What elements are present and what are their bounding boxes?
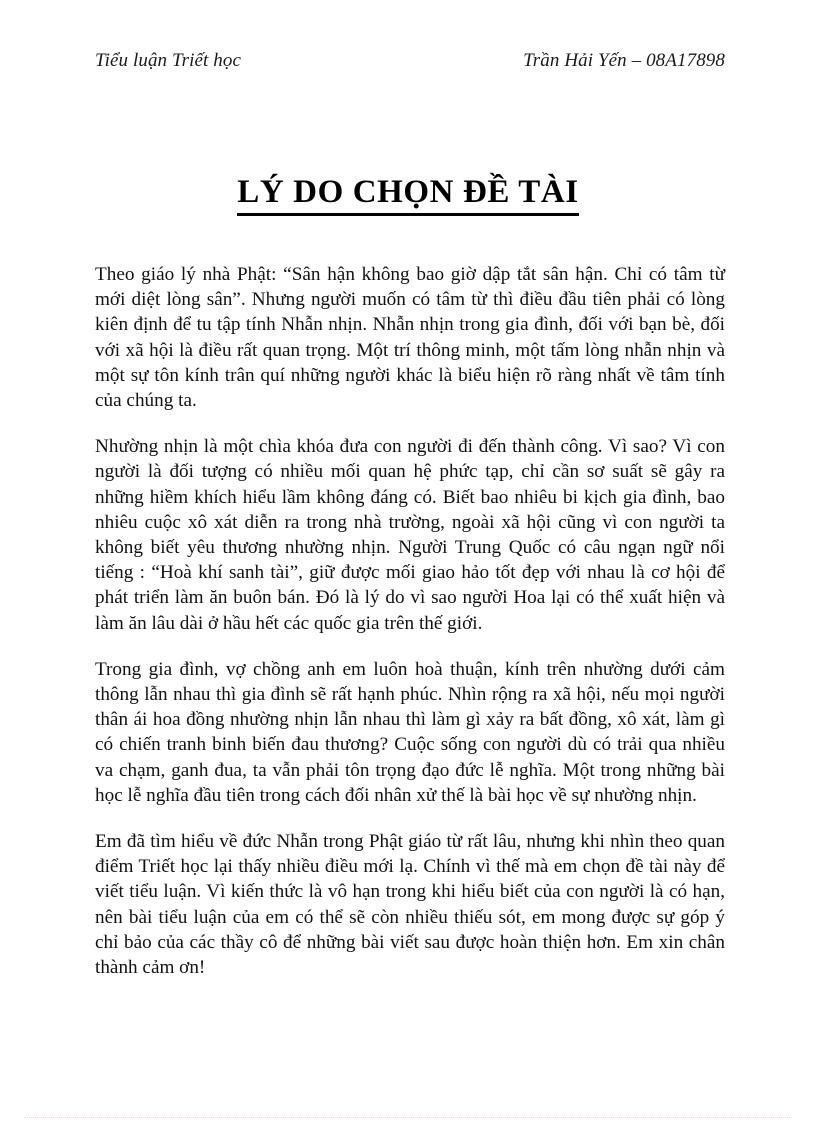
page-title-text: LÝ DO CHỌN ĐỀ TÀI (237, 174, 578, 216)
running-header (95, 50, 725, 73)
page-title (0, 174, 816, 216)
body-paragraph: Nhường nhịn là một chìa khóa đưa con người đi đến thành công. Vì sao? Vì con người là đối tượng có nhiều mối quan hệ phức tạp, chỉ cần sơ suất sẽ gây ra những hiềm khích hiểu lầm không đáng có. Biết bao nhiêu bi kịch gia đình, bao nhiêu cuộc xô xát diễn ra trong nhà trường, ngoài xã hội cũng vì con người ta không biết yêu thương nhường nhịn. Người Trung Quốc có câu ngạn ngữ nổi tiếng : “Hoà khí sanh tài”, giữ được mối giao hảo tốt đẹp với nhau là cơ hội để phát triển làm ăn buôn bán. Đó là lý do vì sao người Hoa lại có thể xuất hiện và làm ăn lâu dài ở hầu hết các quốc gia trên thế giới. (95, 436, 725, 634)
page-bottom-divider (24, 1117, 792, 1119)
header-right-text: Trần Hải Yến – 08A17898 (523, 50, 725, 71)
header-left-text: Tiểu luận Triết học (95, 50, 241, 71)
body-paragraph: Trong gia đình, vợ chồng anh em luôn hoà thuận, kính trên nhường dưới cảm thông lẫn nhau thì gia đình sẽ rất hạnh phúc. Nhìn rộng ra xã hội, nếu mọi người thân ái hoa đồng nhường nhịn lẫn nhau thì làm gì xảy ra bất đồng, xô xát, làm gì có chiến tranh binh biến đau thương? Cuộc sống con người dù có trải qua nhiều va chạm, ganh đua, ta vẫn phải tôn trọng đạo đức lễ nghĩa. Một trong những bài học lễ nghĩa đầu tiên trong cách đối nhân xử thế là bài học về sự nhường nhịn. (95, 658, 725, 806)
body-paragraph: Em đã tìm hiểu về đức Nhẫn trong Phật giáo từ rất lâu, nhưng khi nhìn theo quan điểm Triết học lại thấy nhiều điều mới lạ. Chính vì thế mà em chọn đề tài này để viết tiểu luận. Vì kiến thức là vô hạn trong khi hiểu biết của con người là có hạn, nên bài tiểu luận của em có thể sẽ còn nhiều thiếu sót, em mong được sự góp ý chỉ bảo của các thầy cô để những bài viết sau được hoàn thiện hơn. Em xin chân thành cảm ơn! (95, 831, 725, 979)
document-body (95, 262, 725, 980)
body-paragraph: Theo giáo lý nhà Phật: “Sân hận không bao giờ dập tắt sân hận. Chỉ có tâm từ mới diệt lòng sân”. Nhưng người muốn có tâm từ thì điều đầu tiên phải có lòng kiên định để tu tập tính Nhẫn nhịn. Nhẫn nhịn trong gia đình, đối với bạn bè, đối với xã hội là điều rất quan trọng. Một trí thông minh, một tấm lòng nhẫn nhịn và một sự tôn kính trân quí những người khác là biểu hiện rõ ràng nhất về tâm tính của chúng ta. (95, 264, 725, 412)
